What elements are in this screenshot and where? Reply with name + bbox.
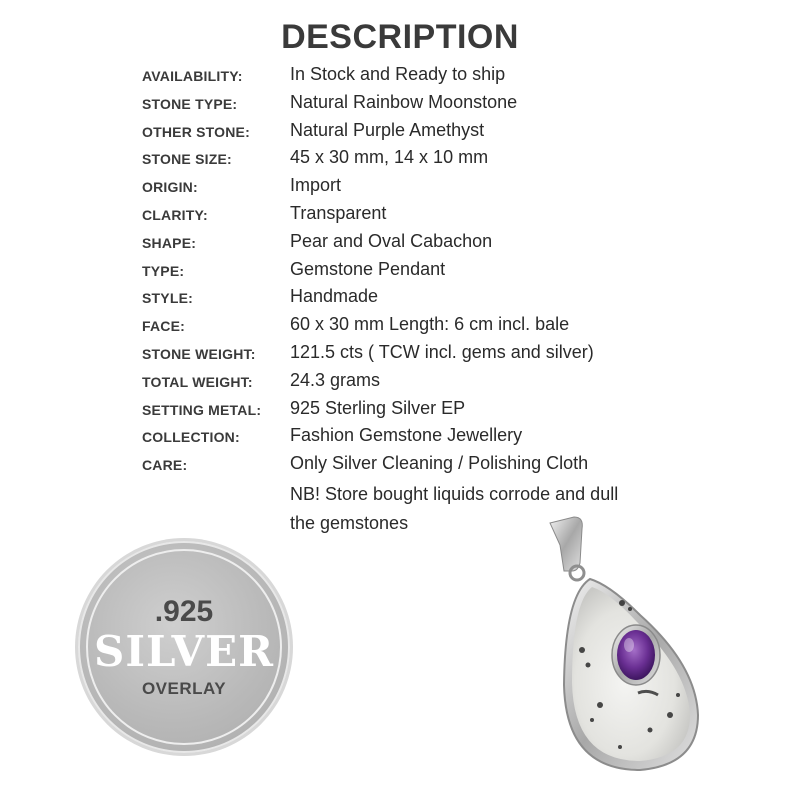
spec-value: 60 x 30 mm Length: 6 cm incl. bale — [290, 314, 570, 335]
spec-label: FACE: — [142, 318, 185, 335]
spec-label: CARE: — [142, 457, 188, 474]
spec-label: TOTAL WEIGHT: — [142, 373, 253, 390]
page-title: DESCRIPTION — [281, 18, 519, 56]
badge-metal: SILVER — [93, 627, 275, 676]
spec-row — [142, 312, 594, 340]
spec-label: ORIGIN: — [142, 179, 198, 196]
spec-label: OTHER STONE: — [142, 123, 250, 140]
spec-label: TYPE: — [142, 262, 185, 279]
spec-label: CLARITY: — [142, 206, 208, 223]
spec-label: COLLECTION: — [142, 429, 240, 446]
spec-label: SHAPE: — [142, 234, 197, 251]
spec-row — [142, 90, 594, 118]
spec-row — [142, 284, 594, 312]
spec-value: Import — [290, 175, 342, 196]
spec-list — [142, 62, 594, 479]
spec-row — [142, 145, 594, 173]
spec-value: Handmade — [290, 286, 379, 307]
spec-row — [142, 118, 594, 146]
spec-row — [142, 368, 594, 396]
spec-value: Natural Purple Amethyst — [290, 119, 485, 140]
spec-value: Natural Rainbow Moonstone — [290, 91, 518, 112]
spec-label: STONE SIZE: — [142, 151, 232, 168]
spec-row — [142, 257, 594, 285]
spec-value: Transparent — [290, 202, 387, 223]
spec-row — [142, 62, 594, 90]
silver-overlay-badge — [78, 541, 290, 753]
spec-row — [142, 201, 594, 229]
spec-value: Fashion Gemstone Jewellery — [290, 425, 523, 446]
spec-value: Pear and Oval Cabachon — [290, 230, 493, 251]
spec-label: SETTING METAL: — [142, 401, 262, 418]
spec-value: In Stock and Ready to ship — [290, 64, 506, 84]
spec-value: 121.5 cts ( TCW incl. gems and silver) — [290, 341, 594, 362]
spec-value: 925 Sterling Silver EP — [290, 397, 466, 418]
bale-icon — [550, 517, 584, 580]
spec-row — [142, 340, 594, 368]
pendant-image — [530, 515, 720, 785]
care-note-line: the gemstones — [290, 513, 409, 533]
spec-value: Only Silver Cleaning / Polishing Cloth — [290, 453, 589, 474]
spec-value: 45 x 30 mm, 14 x 10 mm — [290, 147, 489, 168]
spec-label: AVAILABILITY: — [142, 68, 243, 84]
spec-row — [142, 423, 594, 451]
badge-type: OVERLAY — [141, 679, 227, 698]
spec-row — [142, 229, 594, 257]
spec-value: Gemstone Pendant — [290, 258, 446, 279]
spec-value: 24.3 grams — [290, 369, 381, 390]
spec-row — [142, 173, 594, 201]
spec-row — [142, 396, 594, 424]
spec-row — [142, 451, 594, 479]
care-note-line: NB! Store bought liquids corrode and dull — [290, 484, 619, 504]
spec-label: STONE WEIGHT: — [142, 345, 256, 362]
spec-label: STONE TYPE: — [142, 95, 238, 112]
spec-label: STYLE: — [142, 290, 193, 307]
badge-purity: .925 — [154, 595, 214, 628]
amethyst — [617, 630, 655, 680]
